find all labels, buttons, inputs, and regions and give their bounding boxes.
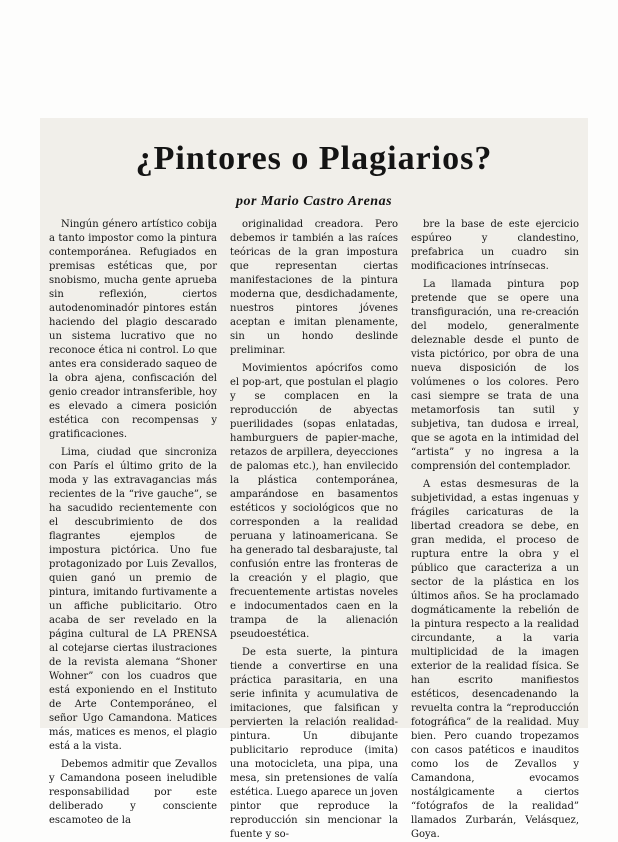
paragraph: La llamada pintura pop pretende que se opere una transfiguración, una re-creación del modelo, generalmente deleznable desde el punto de vista pictórico, por obra de una nueva disposición de los volúmenes o los colores. Pero casi siempre se trata de una metamorfosis tan sutil y subjetiva, tan dudosa e irreal, que se agota en la intimidad del “artista” y no ingresa a la comprensión del contemplador. [411, 279, 579, 472]
paragraph: Debemos admitir que Zevallos y Camandona poseen ineludible responsabilidad por este deliberado y consciente escamoteo de la [49, 759, 217, 826]
article-column-3 [411, 218, 579, 840]
paragraph: Lima, ciudad que sincroniza con París el último grito de la moda y las extravagancias más recientes de la “rive gauche”, se ha sacudido recientemente con el descubrimiento de dos flagrantes ejemplos de impostura pictórica. Uno fue protagonizado por Luis Zevallos, quien ganó un premio de pintura, imitando furtivamente a un affiche publicitario. Otro acaba de ser revelado en la página cultural de LA PRENSA al cotejarse ciertas ilustraciones de la revista alemana “Shoner Wohner” con los cuadros que está exponiendo en el Instituto de Arte Contemporáneo, el señor Ugo Camandona. Matices más, matices es menos, el plagio está a la vista. [49, 447, 217, 752]
paragraph: Movimientos apócrifos como el pop-art, que postulan el plagio y se complacen en la reproducción de abyectas puerilidades (sopas enlatadas, hamburguers de papier-mache, retazos de arpillera, deyecciones de palomas etc.), han envilecido la plástica contemporánea, amparándose en basamentos estéticos y sociológicos que no corresponden a la realidad peruana y latinoamericana. Se ha generado tal desbarajuste, tal confusión entre las fronteras de la creación y el plagio, que frecuentemente artistas noveles e indocumentados caen en la trampa de la alienación pseudoestética. [230, 363, 398, 640]
newspaper-clipping [40, 118, 588, 840]
article-byline: por Mario Castro Arenas [235, 194, 393, 209]
paragraph: bre la base de este ejercicio espúreo y clandestino, prefabrica un cuadro sin modificaciones intrínsecas. [411, 219, 579, 272]
paragraph: Ningún género artístico cobija a tanto impostor como la pintura contemporánea. Refugiados en premisas estéticas que, por snobismo, mucha gente aprueba sin reflexión, ciertos autodenominadór pintores están haciendo del plagio descarado un sistema lucrativo que no reconoce ética ni control. Lo que antes era considerado saqueo de la obra ajena, confiscación del genio creador intransferible, hoy es elevado a cimera posición estética con recompensas y gratificaciones. [49, 219, 217, 440]
article-column-2 [230, 218, 398, 840]
article-column-1 [49, 218, 217, 826]
paragraph: originalidad creadora. Pero debemos ir también a las raíces teóricas de la gran impostura que representan ciertas manifestaciones de la pintura moderna que, desdichadamente, nuestros pintores jóvenes aceptan e imitan plenamente, sin un hondo deslinde preliminar. [230, 219, 398, 356]
paragraph: De esta suerte, la pintura tiende a convertirse en una práctica parasitaria, en una serie infinita y acumulativa de imitaciones, que falsifican y pervierten la relación realidad-pintura. Un dibujante publicitario reproduce (imita) una motocicleta, una pipa, una mesa, sin pretensiones de valía estética. Luego aparece un joven pintor que reproduce la reproducción sin mencionar la fuente y so- [230, 647, 398, 840]
paragraph: A estas desmesuras de la subjetividad, a estas ingenuas y frágiles caricaturas de la libertad creadora se debe, en gran medida, el proceso de ruptura entre la obra y el público que caracteriza a un sector de la plástica en los últimos años. Se ha proclamado dogmáticamente la rebelión de la pintura respecto a la realidad circundante, a la varia multiplicidad de la imagen exterior de la realidad física. Se han escrito manifiestos estéticos, desencadenando la revuelta contra la “reproducción fotográfica” de la realidad. Muy bien. Pero cuando tropezamos con casos patéticos e inauditos como los de Zevallos y Camandona, evocamos nostálgicamente a ciertos “fotógrafos de la realidad” llamados Zurbarán, Velásquez, Goya. [411, 479, 579, 840]
article-title: ¿Pintores o Plagiarios? [135, 140, 493, 177]
